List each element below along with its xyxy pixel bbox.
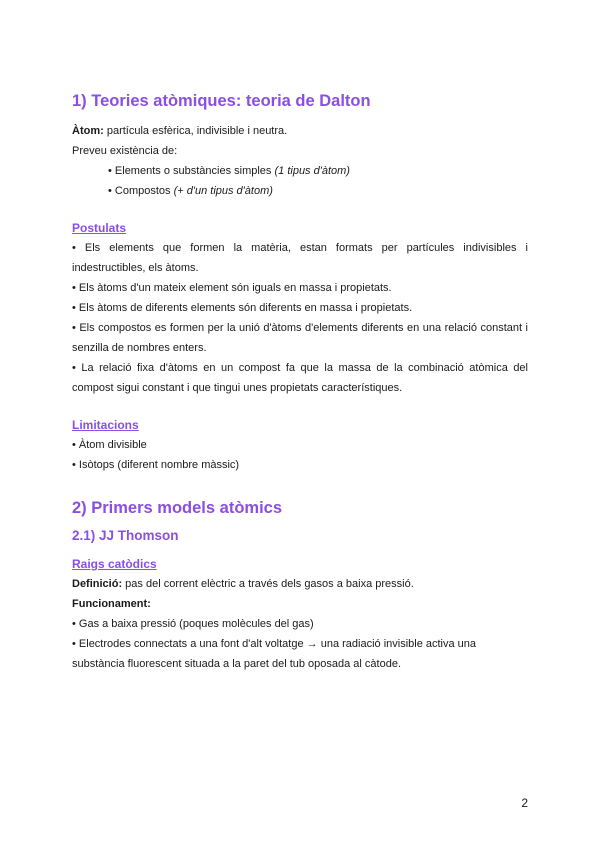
subsection-title: 2.1) JJ Thomson: [72, 528, 179, 543]
definition-text: pas del corrent elèctric a través dels gasos a baixa pressió.: [122, 578, 414, 590]
list-item-note: (1 tipus d'àtom): [274, 165, 350, 177]
funcionament-label: [72, 594, 528, 614]
postulat-item: • Els àtoms d'un mateix element són iguals en massa i propietats.: [72, 282, 392, 294]
list-item-note: (+ d'un tipus d'àtom): [173, 185, 273, 197]
document-body: [72, 92, 528, 674]
raigs-title: Raigs catòdics: [72, 557, 157, 571]
funcionament-label-text: Funcionament:: [72, 598, 151, 610]
atom-label: Àtom:: [72, 125, 104, 137]
limitacio-item: • Isòtops (diferent nombre màssic): [72, 459, 240, 471]
limitacions-title: Limitacions: [72, 418, 139, 432]
list-item-text: • Compostos: [108, 185, 174, 197]
atom-definition: [72, 121, 528, 141]
definition-line: [72, 574, 528, 594]
postulat-item: • La relació fixa d'àtoms en un compost fa que la massa de la combinació atòmica del compost sigui constant i que tingui unes propietats característiques.: [72, 362, 528, 394]
list-item: [72, 161, 528, 181]
postulats-title: Postulats: [72, 221, 127, 235]
atom-text: partícula esfèrica, indivisible i neutra.: [103, 125, 288, 137]
section2-title: 2) Primers models atòmics: [72, 499, 283, 517]
funcionament-item: • Gas a baixa pressió (poques molècules del gas): [72, 618, 314, 630]
list-item: [72, 181, 528, 201]
postulat-item: • Els elements que formen la matèria, estan formats per partícules indivisibles i indestructibles, els àtoms.: [72, 242, 528, 274]
section1-title: 1) Teories atòmiques: teoria de Dalton: [72, 92, 371, 110]
funcionament-item: • Electrodes connectats a una font d'alt voltatge → una radiació invisible activa una substància fluorescent situada a la paret del tub oposada al càtode.: [72, 638, 477, 670]
limitacio-item: • Àtom divisible: [72, 439, 147, 451]
page-number: 2: [521, 796, 528, 810]
predicts-line: Preveu existència de:: [72, 145, 178, 157]
list-item-text: • Elements o substàncies simples: [108, 165, 275, 177]
postulat-item: • Els compostos es formen per la unió d'àtoms d'elements diferents en una relació constant i senzilla de nombres enters.: [72, 322, 528, 354]
postulat-item: • Els àtoms de diferents elements són diferents en massa i propietats.: [72, 302, 413, 314]
definition-label: Definició:: [72, 578, 123, 590]
